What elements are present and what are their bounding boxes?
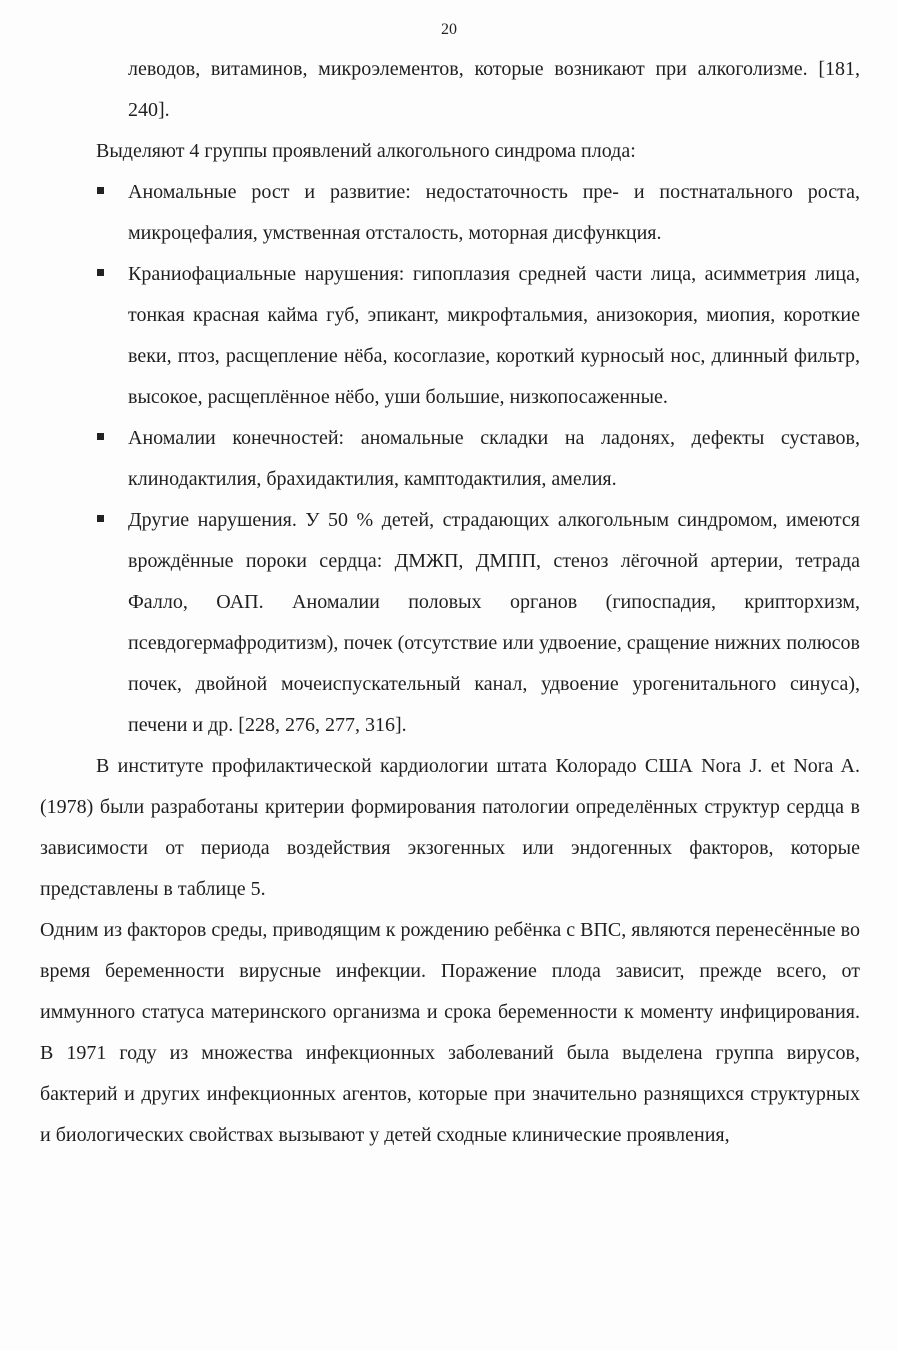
page-number: 20 xyxy=(441,21,457,38)
list-item xyxy=(40,500,860,746)
list-item xyxy=(40,172,860,254)
list-item xyxy=(40,418,860,500)
continuation-paragraph: леводов, витаминов, микроэлементов, которые возникают при алкоголизме. [181, 240]. xyxy=(128,58,860,121)
list-item-text: Аномалии конечностей: аномальные складки на ладонях, дефекты суставов, клинодактилия, брахидактилия, камптодактилия, амелия. xyxy=(128,427,860,490)
nora-paragraph: В институте профилактической кардиологии штата Колорадо США Nora J. et Nora A. (1978) были разработаны критерии формирования патологии определённых структур сердца в зависимости от периода воздействия экзогенных или эндогенных факторов, которые представлены в таблице 5. xyxy=(40,755,860,900)
list-item xyxy=(40,254,860,418)
manifestations-list xyxy=(40,172,860,746)
list-item-text: Аномальные рост и развитие: недостаточность пре- и постнатального роста, микроцефалия, умственная отсталость, моторная дисфункция. xyxy=(128,181,860,244)
body-text xyxy=(40,49,860,1156)
square-bullet-icon xyxy=(97,269,104,276)
infections-paragraph: Одним из факторов среды, приводящим к рождению ребёнка с ВПС, являются перенесённые во время беременности вирусные инфекции. Поражение плода зависит, прежде всего, от иммунного статуса материнского организма и срока беременности к моменту инфицирования. В 1971 году из множества инфекционных заболеваний была выделена группа вирусов, бактерий и других инфекционных агентов, которые при значительно разнящихся структурных и биологических свойствах вызывают у детей сходные клинические проявления, xyxy=(40,919,860,1146)
square-bullet-icon xyxy=(97,433,104,440)
square-bullet-icon xyxy=(97,515,104,522)
bullet-intro: Выделяют 4 группы проявлений алкогольного синдрома плода: xyxy=(96,140,636,162)
list-item-text: Краниофациальные нарушения: гипоплазия средней части лица, асимметрия лица, тонкая красная кайма губ, эпикант, микрофтальмия, анизокория, миопия, короткие веки, птоз, расщепление нёба, косоглазие, короткий курносый нос, длинный фильтр, высокое, расщеплённое нёбо, уши большие, низкопосаженные. xyxy=(128,263,860,408)
square-bullet-icon xyxy=(97,187,104,194)
list-item-text: Другие нарушения. У 50 % детей, страдающих алкогольным синдромом, имеются врождённые пороки сердца: ДМЖП, ДМПП, стеноз лёгочной артерии, тетрада Фалло, ОАП. Аномалии половых органов (гипоспадия, крипторхизм, псевдогермафродитизм), почек (отсутствие или удвоение, сращение нижних полюсов почек, двойной мочеиспускательный канал, удвоение урогенитального синуса), печени и др. [228, 276, 277, 316]. xyxy=(128,509,860,736)
